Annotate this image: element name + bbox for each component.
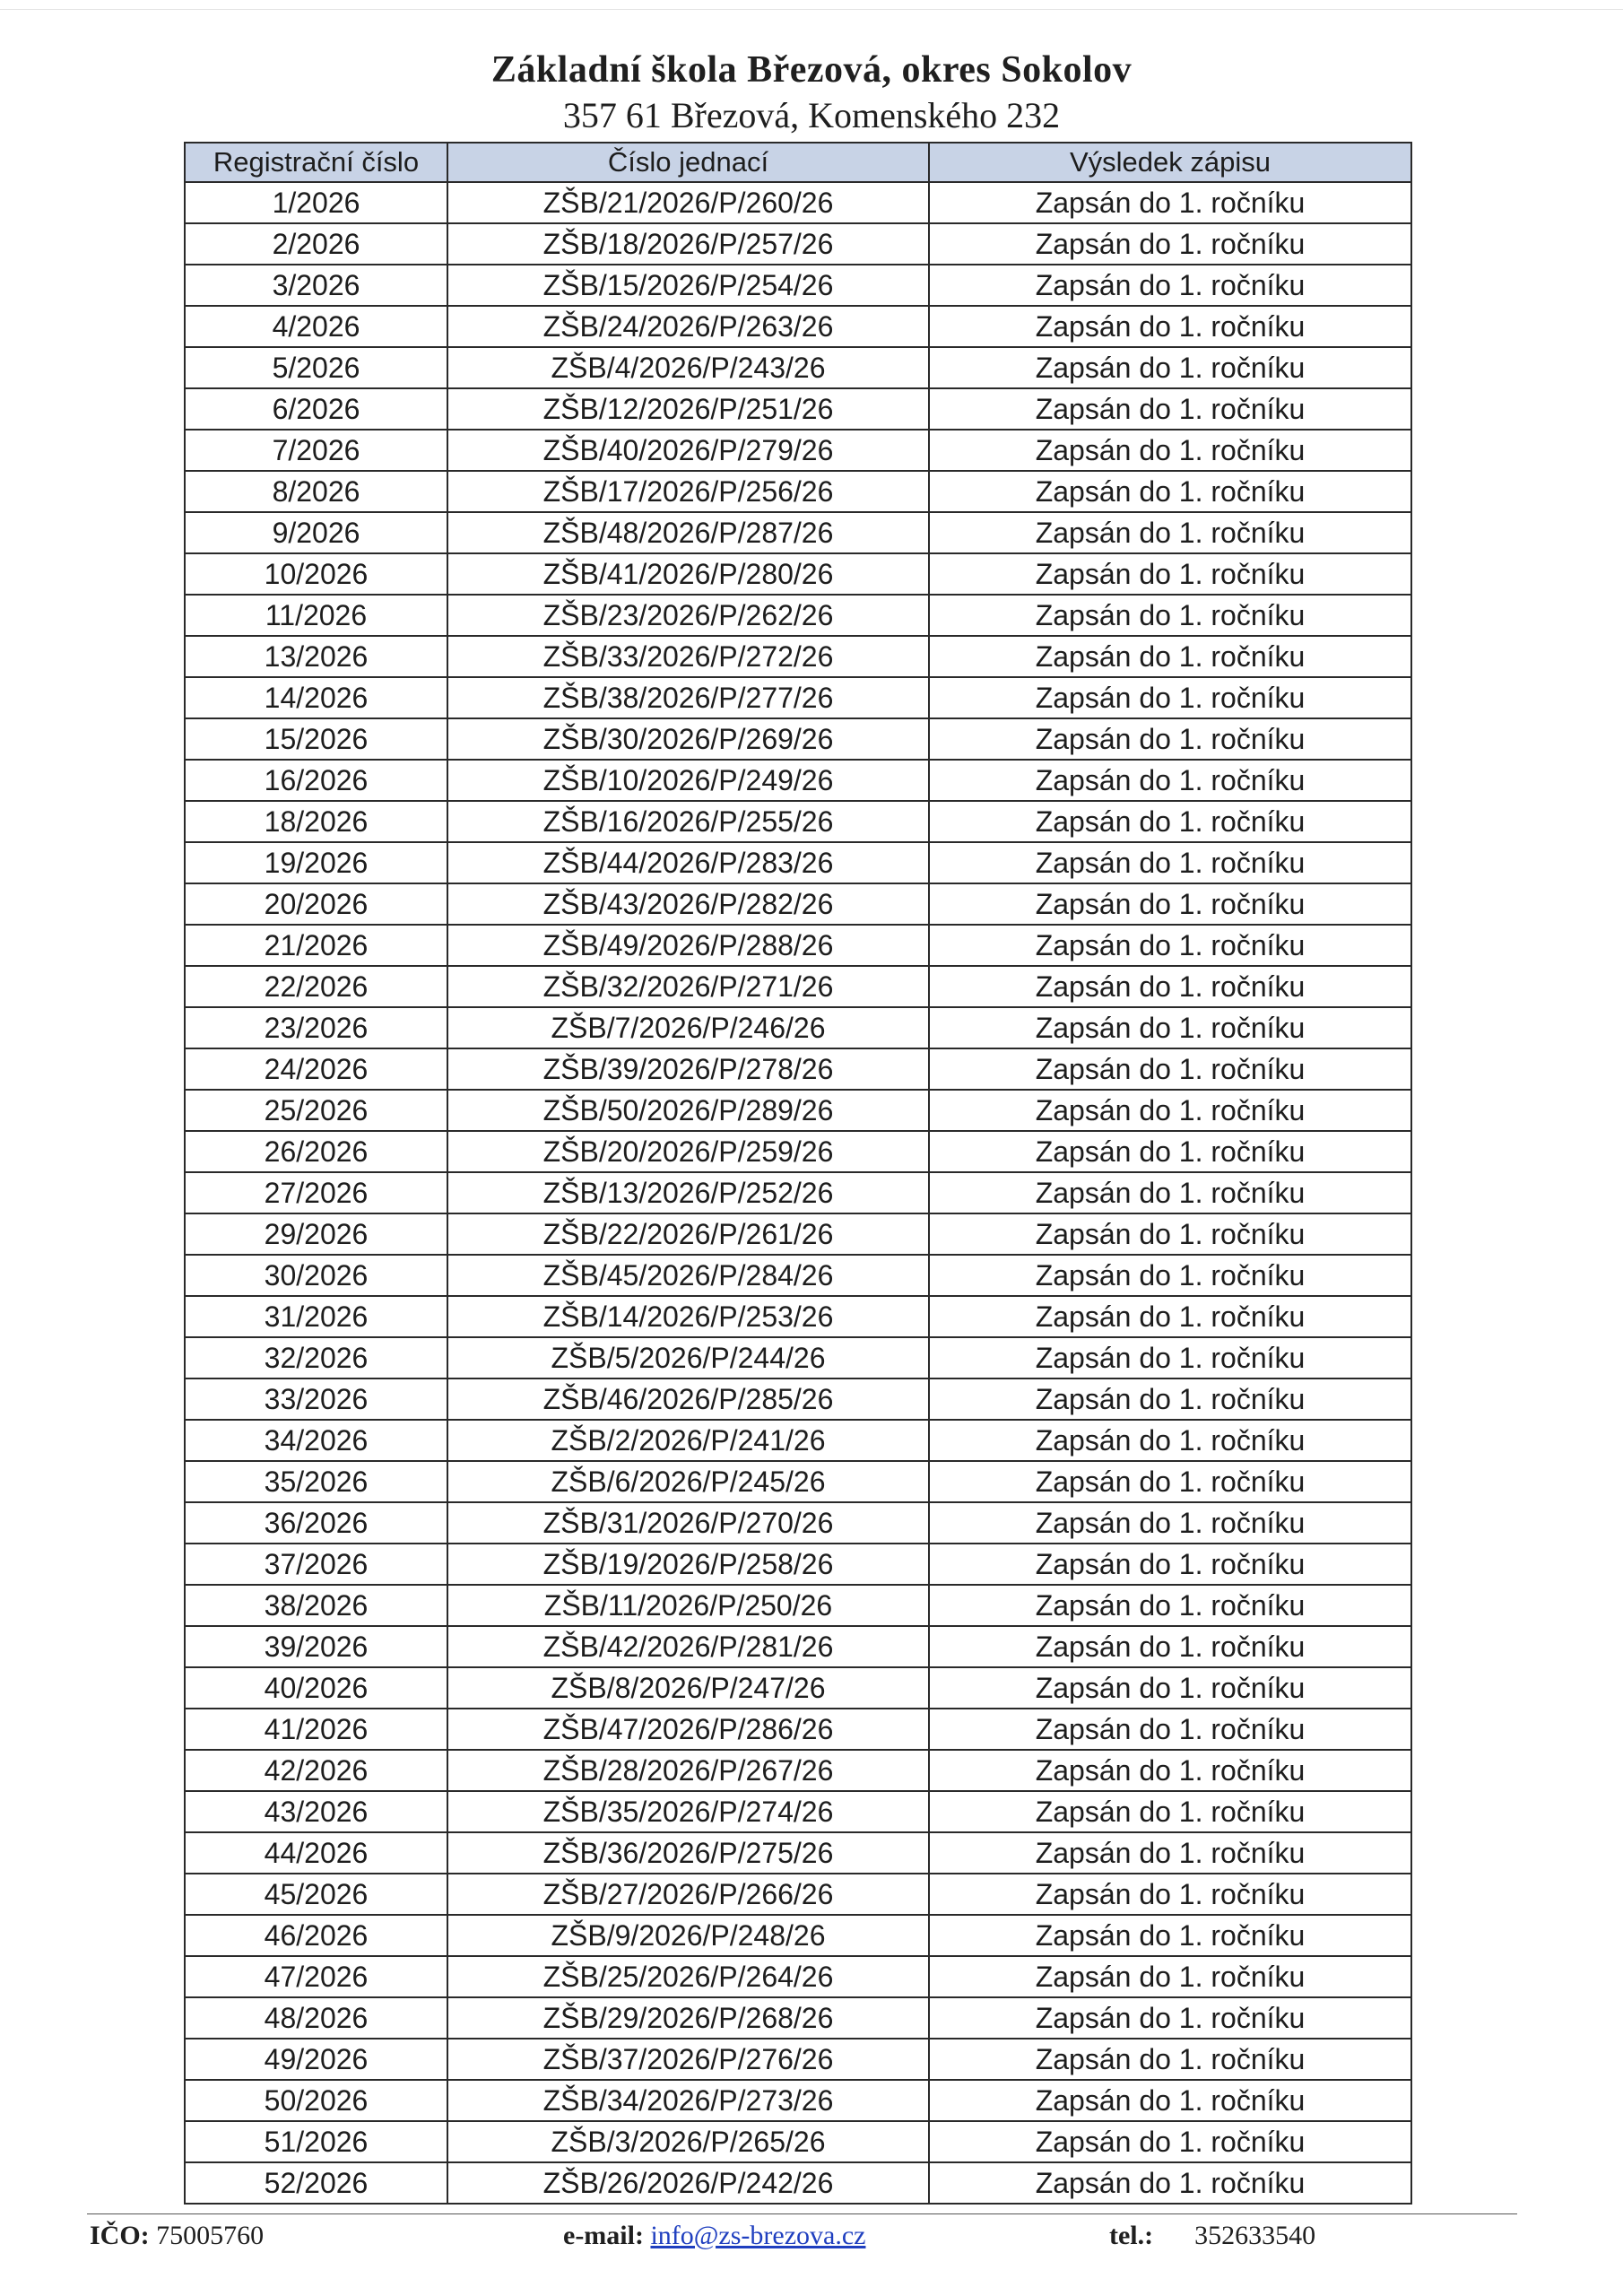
reference-number-cell: ZŠB/20/2026/P/259/26 (447, 1131, 929, 1172)
column-header-reference-number: Číslo jednací (447, 143, 929, 182)
registration-number-cell: 41/2026 (185, 1709, 447, 1750)
enrollment-result-cell: Zapsán do 1. ročníku (929, 883, 1411, 925)
table-row (185, 1667, 1411, 1709)
enrollment-table-container (184, 142, 1412, 2205)
table-row (185, 1585, 1411, 1626)
column-header-enrollment-result: Výsledek zápisu (929, 143, 1411, 182)
registration-number-cell: 26/2026 (185, 1131, 447, 1172)
table-row (185, 595, 1411, 636)
reference-number-cell: ZŠB/21/2026/P/260/26 (447, 182, 929, 223)
reference-number-cell: ZŠB/24/2026/P/263/26 (447, 306, 929, 347)
enrollment-result-cell: Zapsán do 1. ročníku (929, 842, 1411, 883)
registration-number-cell: 15/2026 (185, 718, 447, 760)
reference-number-cell: ZŠB/17/2026/P/256/26 (447, 471, 929, 512)
registration-number-cell: 7/2026 (185, 430, 447, 471)
enrollment-result-cell: Zapsán do 1. ročníku (929, 1626, 1411, 1667)
reference-number-cell: ZŠB/11/2026/P/250/26 (447, 1585, 929, 1626)
registration-number-cell: 1/2026 (185, 182, 447, 223)
registration-number-cell: 14/2026 (185, 677, 447, 718)
registration-number-cell: 25/2026 (185, 1090, 447, 1131)
registration-number-cell: 46/2026 (185, 1915, 447, 1956)
registration-number-cell: 3/2026 (185, 265, 447, 306)
school-name: Základní škola Březová, okres Sokolov (490, 49, 1133, 91)
registration-number-cell: 4/2026 (185, 306, 447, 347)
enrollment-result-cell: Zapsán do 1. ročníku (929, 1915, 1411, 1956)
registration-number-cell: 49/2026 (185, 2039, 447, 2080)
enrollment-result-cell: Zapsán do 1. ročníku (929, 1874, 1411, 1915)
registration-number-cell: 23/2026 (185, 1007, 447, 1048)
reference-number-cell: ZŠB/48/2026/P/287/26 (447, 512, 929, 553)
enrollment-result-cell: Zapsán do 1. ročníku (929, 1048, 1411, 1090)
table-row (185, 1461, 1411, 1502)
enrollment-result-cell: Zapsán do 1. ročníku (929, 512, 1411, 553)
enrollment-result-cell: Zapsán do 1. ročníku (929, 306, 1411, 347)
table-row (185, 1626, 1411, 1667)
enrollment-result-cell: Zapsán do 1. ročníku (929, 1213, 1411, 1255)
reference-number-cell: ZŠB/19/2026/P/258/26 (447, 1544, 929, 1585)
footer-divider (87, 2213, 1517, 2214)
registration-number-cell: 5/2026 (185, 347, 447, 388)
school-address: 357 61 Březová, Komenského 232 (562, 95, 1061, 135)
enrollment-result-cell: Zapsán do 1. ročníku (929, 1337, 1411, 1378)
enrollment-result-cell: Zapsán do 1. ročníku (929, 1131, 1411, 1172)
reference-number-cell: ZŠB/28/2026/P/267/26 (447, 1750, 929, 1791)
table-row (185, 1378, 1411, 1420)
reference-number-cell: ZŠB/49/2026/P/288/26 (447, 925, 929, 966)
table-row (185, 1337, 1411, 1378)
table-row (185, 388, 1411, 430)
registration-number-cell: 42/2026 (185, 1750, 447, 1791)
registration-number-cell: 37/2026 (185, 1544, 447, 1585)
phone-value: 352633540 (1194, 2221, 1316, 2250)
registration-number-cell: 30/2026 (185, 1255, 447, 1296)
reference-number-cell: ZŠB/3/2026/P/265/26 (447, 2121, 929, 2162)
reference-number-cell: ZŠB/45/2026/P/284/26 (447, 1255, 929, 1296)
letterhead (0, 47, 1623, 138)
table-row (185, 553, 1411, 595)
table-row (185, 760, 1411, 801)
reference-number-cell: ZŠB/36/2026/P/275/26 (447, 1832, 929, 1874)
registration-number-cell: 9/2026 (185, 512, 447, 553)
table-row (185, 223, 1411, 265)
enrollment-result-cell: Zapsán do 1. ročníku (929, 1544, 1411, 1585)
footer-ico (90, 2221, 264, 2251)
table-row (185, 1874, 1411, 1915)
table-row (185, 347, 1411, 388)
reference-number-cell: ZŠB/12/2026/P/251/26 (447, 388, 929, 430)
table-row (185, 1915, 1411, 1956)
table-row (185, 925, 1411, 966)
footer-phone (1109, 2221, 1315, 2251)
enrollment-result-cell: Zapsán do 1. ročníku (929, 1832, 1411, 1874)
table-row (185, 1255, 1411, 1296)
enrollment-result-cell: Zapsán do 1. ročníku (929, 677, 1411, 718)
table-row (185, 1956, 1411, 1997)
reference-number-cell: ZŠB/41/2026/P/280/26 (447, 553, 929, 595)
table-row (185, 801, 1411, 842)
enrollment-result-cell: Zapsán do 1. ročníku (929, 1090, 1411, 1131)
table-row (185, 512, 1411, 553)
email-link[interactable]: info@zs-brezova.cz (650, 2221, 866, 2250)
table-row (185, 1502, 1411, 1544)
enrollment-result-cell: Zapsán do 1. ročníku (929, 2039, 1411, 2080)
table-row (185, 1791, 1411, 1832)
enrollment-result-cell: Zapsán do 1. ročníku (929, 925, 1411, 966)
enrollment-result-cell: Zapsán do 1. ročníku (929, 388, 1411, 430)
enrollment-result-cell: Zapsán do 1. ročníku (929, 636, 1411, 677)
enrollment-result-cell: Zapsán do 1. ročníku (929, 182, 1411, 223)
registration-number-cell: 31/2026 (185, 1296, 447, 1337)
reference-number-cell: ZŠB/9/2026/P/248/26 (447, 1915, 929, 1956)
ico-label: IČO: (90, 2221, 150, 2250)
enrollment-result-cell: Zapsán do 1. ročníku (929, 718, 1411, 760)
table-row (185, 718, 1411, 760)
registration-number-cell: 13/2026 (185, 636, 447, 677)
enrollment-result-cell: Zapsán do 1. ročníku (929, 553, 1411, 595)
reference-number-cell: ZŠB/43/2026/P/282/26 (447, 883, 929, 925)
table-row (185, 1048, 1411, 1090)
enrollment-result-cell: Zapsán do 1. ročníku (929, 1255, 1411, 1296)
ico-value: 75005760 (156, 2221, 265, 2250)
enrollment-result-cell: Zapsán do 1. ročníku (929, 1461, 1411, 1502)
registration-number-cell: 36/2026 (185, 1502, 447, 1544)
reference-number-cell: ZŠB/33/2026/P/272/26 (447, 636, 929, 677)
table-row (185, 306, 1411, 347)
table-row (185, 1131, 1411, 1172)
enrollment-result-cell: Zapsán do 1. ročníku (929, 801, 1411, 842)
table-row (185, 636, 1411, 677)
enrollment-result-cell: Zapsán do 1. ročníku (929, 430, 1411, 471)
enrollment-result-cell: Zapsán do 1. ročníku (929, 1750, 1411, 1791)
reference-number-cell: ZŠB/32/2026/P/271/26 (447, 966, 929, 1007)
table-row (185, 2162, 1411, 2204)
enrollment-result-cell: Zapsán do 1. ročníku (929, 1667, 1411, 1709)
reference-number-cell: ZŠB/26/2026/P/242/26 (447, 2162, 929, 2204)
enrollment-result-cell: Zapsán do 1. ročníku (929, 265, 1411, 306)
table-row (185, 1997, 1411, 2039)
table-row (185, 1709, 1411, 1750)
reference-number-cell: ZŠB/10/2026/P/249/26 (447, 760, 929, 801)
registration-number-cell: 2/2026 (185, 223, 447, 265)
table-row (185, 471, 1411, 512)
registration-number-cell: 35/2026 (185, 1461, 447, 1502)
top-edge-line (0, 9, 1623, 10)
reference-number-cell: ZŠB/30/2026/P/269/26 (447, 718, 929, 760)
enrollment-result-cell: Zapsán do 1. ročníku (929, 760, 1411, 801)
registration-number-cell: 8/2026 (185, 471, 447, 512)
enrollment-result-cell: Zapsán do 1. ročníku (929, 1172, 1411, 1213)
enrollment-result-cell: Zapsán do 1. ročníku (929, 1007, 1411, 1048)
table-row (185, 182, 1411, 223)
enrollment-result-cell: Zapsán do 1. ročníku (929, 223, 1411, 265)
reference-number-cell: ZŠB/47/2026/P/286/26 (447, 1709, 929, 1750)
registration-number-cell: 29/2026 (185, 1213, 447, 1255)
reference-number-cell: ZŠB/16/2026/P/255/26 (447, 801, 929, 842)
registration-number-cell: 52/2026 (185, 2162, 447, 2204)
registration-number-cell: 16/2026 (185, 760, 447, 801)
table-row (185, 1296, 1411, 1337)
table-row (185, 430, 1411, 471)
registration-number-cell: 18/2026 (185, 801, 447, 842)
table-row (185, 1007, 1411, 1048)
registration-number-cell: 6/2026 (185, 388, 447, 430)
enrollment-result-cell: Zapsán do 1. ročníku (929, 2121, 1411, 2162)
table-row (185, 883, 1411, 925)
table-row (185, 966, 1411, 1007)
registration-number-cell: 45/2026 (185, 1874, 447, 1915)
registration-number-cell: 43/2026 (185, 1791, 447, 1832)
reference-number-cell: ZŠB/13/2026/P/252/26 (447, 1172, 929, 1213)
enrollment-result-cell: Zapsán do 1. ročníku (929, 595, 1411, 636)
registration-number-cell: 51/2026 (185, 2121, 447, 2162)
registration-number-cell: 40/2026 (185, 1667, 447, 1709)
reference-number-cell: ZŠB/8/2026/P/247/26 (447, 1667, 929, 1709)
table-row (185, 2121, 1411, 2162)
registration-number-cell: 20/2026 (185, 883, 447, 925)
enrollment-result-cell: Zapsán do 1. ročníku (929, 1997, 1411, 2039)
registration-number-cell: 21/2026 (185, 925, 447, 966)
enrollment-result-cell: Zapsán do 1. ročníku (929, 2080, 1411, 2121)
table-row (185, 1172, 1411, 1213)
table-header-row (185, 143, 1411, 182)
reference-number-cell: ZŠB/39/2026/P/278/26 (447, 1048, 929, 1090)
registration-number-cell: 19/2026 (185, 842, 447, 883)
reference-number-cell: ZŠB/15/2026/P/254/26 (447, 265, 929, 306)
enrollment-result-cell: Zapsán do 1. ročníku (929, 1585, 1411, 1626)
reference-number-cell: ZŠB/29/2026/P/268/26 (447, 1997, 929, 2039)
enrollment-result-cell: Zapsán do 1. ročníku (929, 1956, 1411, 1997)
registration-number-cell: 39/2026 (185, 1626, 447, 1667)
enrollment-result-cell: Zapsán do 1. ročníku (929, 1502, 1411, 1544)
reference-number-cell: ZŠB/40/2026/P/279/26 (447, 430, 929, 471)
column-header-registration-number: Registrační číslo (185, 143, 447, 182)
enrollment-result-cell: Zapsán do 1. ročníku (929, 1296, 1411, 1337)
enrollment-result-cell: Zapsán do 1. ročníku (929, 471, 1411, 512)
reference-number-cell: ZŠB/42/2026/P/281/26 (447, 1626, 929, 1667)
reference-number-cell: ZŠB/2/2026/P/241/26 (447, 1420, 929, 1461)
registration-number-cell: 33/2026 (185, 1378, 447, 1420)
table-row (185, 265, 1411, 306)
reference-number-cell: ZŠB/44/2026/P/283/26 (447, 842, 929, 883)
reference-number-cell: ZŠB/38/2026/P/277/26 (447, 677, 929, 718)
email-label: e-mail: (563, 2221, 644, 2250)
table-row (185, 2039, 1411, 2080)
registration-number-cell: 24/2026 (185, 1048, 447, 1090)
reference-number-cell: ZŠB/46/2026/P/285/26 (447, 1378, 929, 1420)
reference-number-cell: ZŠB/22/2026/P/261/26 (447, 1213, 929, 1255)
registration-number-cell: 10/2026 (185, 553, 447, 595)
reference-number-cell: ZŠB/7/2026/P/246/26 (447, 1007, 929, 1048)
reference-number-cell: ZŠB/18/2026/P/257/26 (447, 223, 929, 265)
reference-number-cell: ZŠB/4/2026/P/243/26 (447, 347, 929, 388)
table-row (185, 1090, 1411, 1131)
enrollment-result-cell: Zapsán do 1. ročníku (929, 347, 1411, 388)
registration-number-cell: 48/2026 (185, 1997, 447, 2039)
enrollment-results-table (184, 142, 1412, 2205)
reference-number-cell: ZŠB/5/2026/P/244/26 (447, 1337, 929, 1378)
registration-number-cell: 27/2026 (185, 1172, 447, 1213)
enrollment-result-cell: Zapsán do 1. ročníku (929, 966, 1411, 1007)
table-body (185, 182, 1411, 2204)
reference-number-cell: ZŠB/37/2026/P/276/26 (447, 2039, 929, 2080)
table-row (185, 1750, 1411, 1791)
footer-email (563, 2221, 865, 2251)
reference-number-cell: ZŠB/27/2026/P/266/26 (447, 1874, 929, 1915)
enrollment-result-cell: Zapsán do 1. ročníku (929, 1709, 1411, 1750)
registration-number-cell: 44/2026 (185, 1832, 447, 1874)
table-row (185, 1420, 1411, 1461)
reference-number-cell: ZŠB/31/2026/P/270/26 (447, 1502, 929, 1544)
reference-number-cell: ZŠB/34/2026/P/273/26 (447, 2080, 929, 2121)
reference-number-cell: ZŠB/50/2026/P/289/26 (447, 1090, 929, 1131)
reference-number-cell: ZŠB/25/2026/P/264/26 (447, 1956, 929, 1997)
enrollment-result-cell: Zapsán do 1. ročníku (929, 2162, 1411, 2204)
table-row (185, 1544, 1411, 1585)
registration-number-cell: 50/2026 (185, 2080, 447, 2121)
table-row (185, 677, 1411, 718)
reference-number-cell: ZŠB/14/2026/P/253/26 (447, 1296, 929, 1337)
registration-number-cell: 34/2026 (185, 1420, 447, 1461)
table-row (185, 842, 1411, 883)
enrollment-result-cell: Zapsán do 1. ročníku (929, 1791, 1411, 1832)
reference-number-cell: ZŠB/23/2026/P/262/26 (447, 595, 929, 636)
registration-number-cell: 38/2026 (185, 1585, 447, 1626)
table-row (185, 1832, 1411, 1874)
phone-label: tel.: (1109, 2221, 1154, 2250)
reference-number-cell: ZŠB/6/2026/P/245/26 (447, 1461, 929, 1502)
registration-number-cell: 47/2026 (185, 1956, 447, 1997)
enrollment-result-cell: Zapsán do 1. ročníku (929, 1420, 1411, 1461)
table-row (185, 2080, 1411, 2121)
page-footer (0, 2213, 1623, 2253)
table-row (185, 1213, 1411, 1255)
registration-number-cell: 11/2026 (185, 595, 447, 636)
registration-number-cell: 32/2026 (185, 1337, 447, 1378)
registration-number-cell: 22/2026 (185, 966, 447, 1007)
reference-number-cell: ZŠB/35/2026/P/274/26 (447, 1791, 929, 1832)
enrollment-result-cell: Zapsán do 1. ročníku (929, 1378, 1411, 1420)
